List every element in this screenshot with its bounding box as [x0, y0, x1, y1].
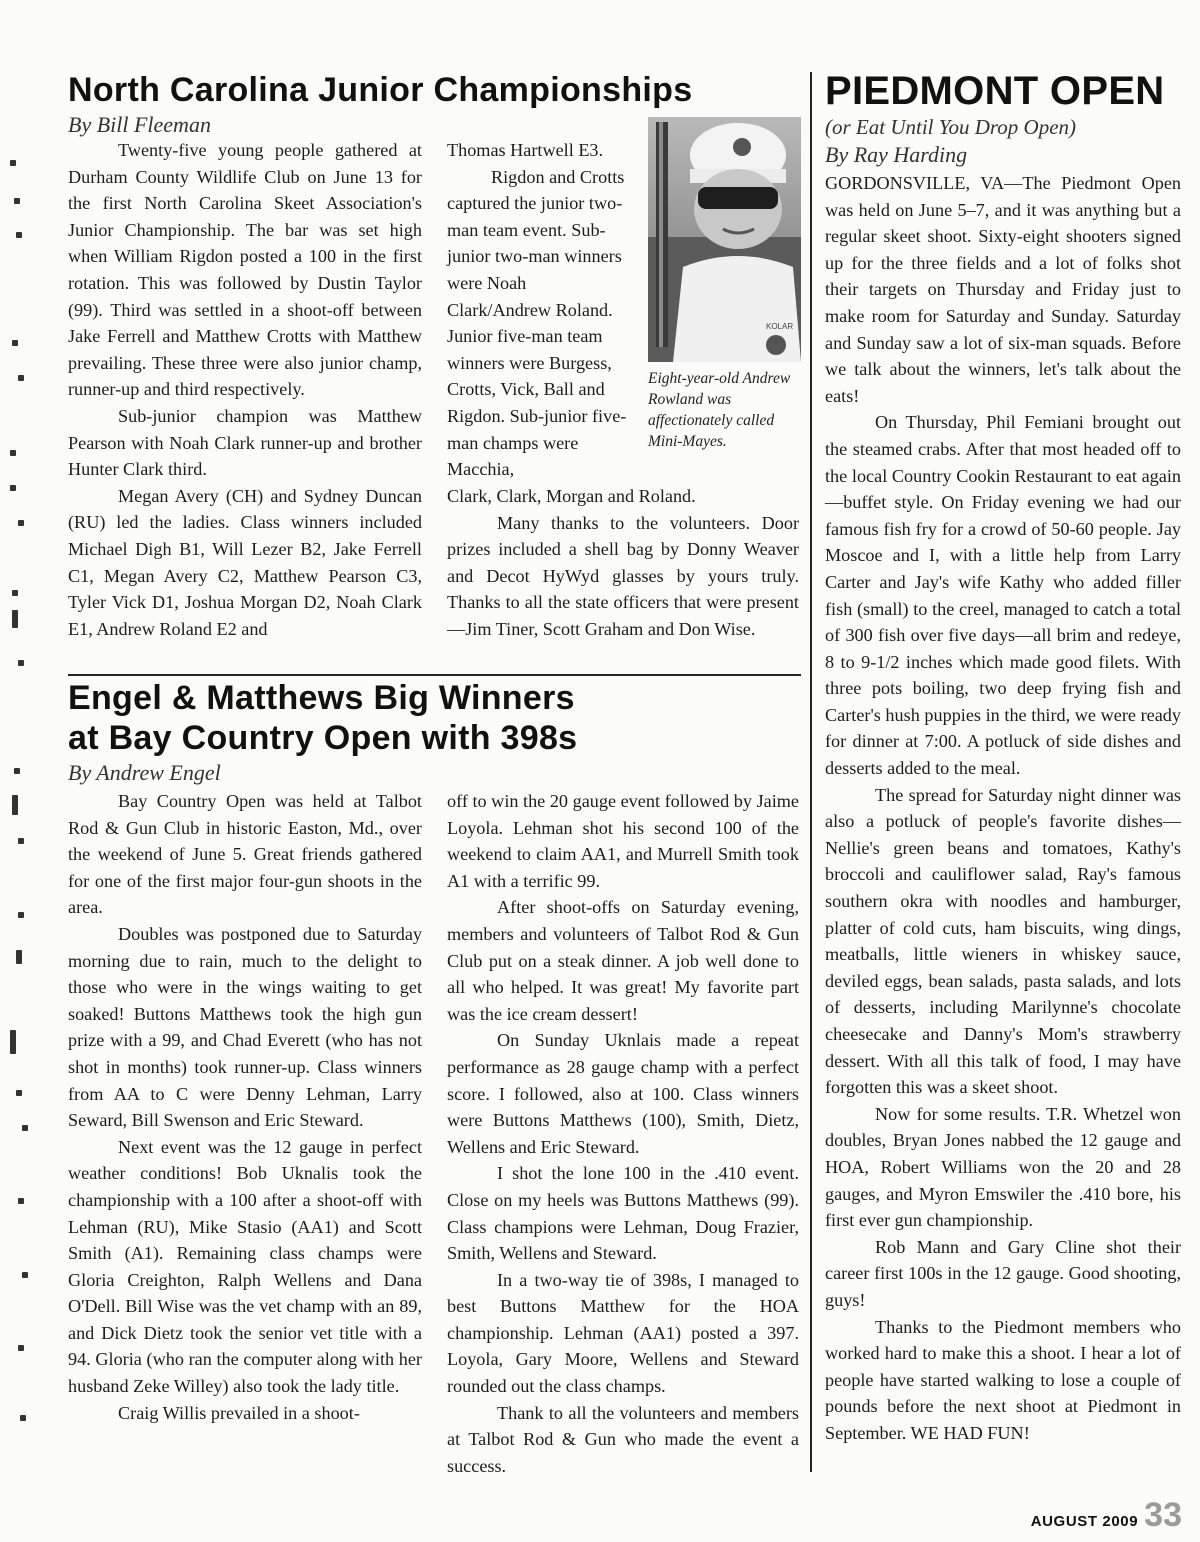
- bay-col1-para-3: Next event was the 12 gauge in perfect weather conditions! Bob Uknalis took the championship with a 100 after a shoot-off with Lehman (RU), Mike Stasio (AA1) and Scott Smith (A1). Remaining class champs were Gloria Creighton, Ralph Wellens and Dana O'Dell. Bill Wise was the vet champ with an 89, and Dick Dietz took the senior vet title with a 94. Gloria (who ran the computer along with her husband Zeke Willey) also took the lady title.: [68, 1136, 422, 1397]
- scan-mark: [18, 912, 24, 918]
- bay-col2-para-2: After shoot-offs on Saturday evening, members and volunteers of Talbot Rod & Gun Club put on a steak dinner. A job well done to all who helped. It was great! My favorite part was the ice cream dessert!: [447, 897, 799, 1024]
- piedmont-column: [825, 170, 1181, 1447]
- article-divider: [68, 674, 801, 676]
- nc-photo-caption: Eight-year-old Andrew Rowland was affectionately called Mini-Mayes.: [648, 370, 791, 450]
- nc-col1-para-2: Sub-junior champion was Matthew Pearson with Noah Clark runner-up and brother Hunter Clark third.: [68, 405, 422, 480]
- piedmont-para-5: Rob Mann and Gary Cline shot their career first 100s in the 12 gauge. Good shooting, guys!: [825, 1236, 1181, 1310]
- bay-col2-para-6: Thank to all the volunteers and members at Talbot Rod & Gun who made the event a success.: [447, 1402, 799, 1476]
- page-footer: [1031, 1496, 1182, 1535]
- scan-mark: [10, 160, 16, 166]
- nc-col2-para-3: Clark, Clark, Morgan and Roland.: [447, 486, 696, 506]
- bay-col2-para-3: On Sunday Uknlais made a repeat performance as 28 gauge champ with a perfect score. I followed, also at 100. Class winners were Buttons Matthews (100), Smith, Dietz, Wellens and Eric Steward.: [447, 1030, 799, 1157]
- piedmont-para-4: Now for some results. T.R. Whetzel won doubles, Bryan Jones nabbed the 12 gauge and HOA, Robert Williams won the 20 and 28 gauges, and Myron Emswiler the .410 bore, his first ever gun championship.: [825, 1103, 1181, 1231]
- nc-title: North Carolina Junior Championships: [68, 71, 693, 109]
- scan-mark: [18, 520, 24, 526]
- nc-byline: By Bill Fleeman: [68, 112, 211, 137]
- scan-mark: [12, 590, 18, 596]
- scan-mark: [16, 1090, 22, 1096]
- piedmont-byline: By Ray Harding: [825, 142, 968, 167]
- scan-mark: [22, 1125, 28, 1131]
- scan-mark: [14, 768, 20, 774]
- issue-date: AUGUST 2009: [1030, 1513, 1139, 1530]
- bay-column-1: [68, 788, 422, 1426]
- bay-col1-para-2: Doubles was postponed due to Saturday morning due to rain, much to the delight to those who were in the wings waiting to get soaked! Buttons Matthews took the high gun prize with a 99, and Chad Everett (who has not shot in months) took runner-up. Class winners from AA to C were Denny Lehman, Larry Seward, Bill Swenson and Eric Steward.: [68, 923, 422, 1131]
- scan-mark: [18, 1345, 24, 1351]
- scan-mark: [12, 340, 18, 346]
- scan-mark: [10, 450, 16, 456]
- boy-with-shotgun-photo: [648, 117, 801, 362]
- piedmont-title: PIEDMONT OPEN: [825, 69, 1165, 113]
- nc-column-2-narrow: [447, 137, 631, 483]
- column-divider: [810, 72, 812, 1472]
- nc-col1-para-1: Twenty-five young people gathered at Durham County Wildlife Club on June 13 for the first North Carolina Skeet Association's Junior Championship. The bar was set high when William Rigdon posted a 100 in the first rotation. This was followed by Dustin Taylor (99). Third was settled in a shoot-off between Jake Ferrell and Matthew Crotts with Matthew prevailing. These three were also junior champ, runner-up and third respectively.: [68, 140, 422, 400]
- nc-col1-para-3: Megan Avery (CH) and Sydney Duncan (RU) led the ladies. Class winners included Michael Digh B1, Will Lezer B2, Jake Ferrell C1, Megan Avery C2, Matthew Pearson C3, Tyler Vick D1, Joshua Morgan D2, Noah Clark E1, Andrew Roland E2 and: [68, 485, 422, 639]
- nc-col2-para-1: Thomas Hartwell E3.: [447, 140, 604, 160]
- bay-title-line-1: Engel & Matthews Big Winners: [68, 679, 575, 717]
- scan-mark: [12, 610, 18, 628]
- bay-col2-para-4: I shot the lone 100 in the .410 event. Close on my heels was Buttons Matthews (99). Class champions were Lehman, Doug Frazier, Smith, Wellens and Steward.: [447, 1163, 799, 1264]
- nc-column-1: [68, 137, 422, 642]
- piedmont-subtitle: (or Eat Until You Drop Open): [825, 115, 1077, 139]
- scan-mark: [10, 1030, 16, 1054]
- scan-mark: [14, 198, 20, 204]
- scan-mark: [16, 950, 22, 964]
- piedmont-para-2: On Thursday, Phil Femiani brought out the steamed crabs. After that most headed off to the local Country Cookin Restaurant to eat again—buffet style. On Friday evening we had our famous fish fry for a crowd of 50-60 people. Jay Moscoe and I, with a little help from Larry Carter and Jay's wife Kathy who added filler fish (small) to the creel, managed to catch a total of 300 fish over five days—all brim and redeye, 8 to 9-1/2 inches which made good filets. With three pots boiling, two deep frying fish and Carter's hush puppies in the third, we were ready for dinner at 7:00. A potluck of side dishes and desserts added to the meal.: [825, 412, 1181, 779]
- bay-col2-para-1: off to win the 20 gauge event followed by Jaime Loyola. Lehman shot his second 100 of the weekend to claim AA1, and Murrell Smith took A1 with a terrific 99.: [447, 791, 799, 891]
- shirt-logo-text: KOLAR: [766, 322, 794, 331]
- scan-mark: [22, 1272, 28, 1278]
- scan-mark: [18, 660, 24, 666]
- scan-mark: [18, 375, 24, 381]
- nc-column-2-wide: [447, 483, 799, 643]
- piedmont-para-6: Thanks to the Piedmont members who worked hard to make this a shoot. I hear a lot of people have started walking to lose a couple of pounds before the next shoot at Piedmont in September. WE HAD FUN!: [825, 1316, 1181, 1443]
- scan-mark: [20, 1415, 26, 1421]
- bay-col2-para-5: In a two-way tie of 398s, I managed to best Buttons Matthew for the HOA championship. Lehman (AA1) posted a 397. Loyola, Gary Moore, Wellens and Steward rounded out the class champs.: [447, 1269, 799, 1397]
- bay-title-line-2: at Bay Country Open with 398s: [68, 719, 578, 757]
- scan-mark: [12, 795, 18, 815]
- piedmont-para-3: The spread for Saturday night dinner was also a potluck of people's favorite dishes—Nellie's green beans and tomatoes, Kathy's broccoli and cauliflower salad, Ray's famous southern okra with noodles and hamburger, platter of cold cuts, ham biscuits, wing dings, meatballs, little wieners in whiskey sauce, deviled eggs, bean salads, pasta salads, and lots of desserts, including Marilynne's chocolate cheesecake and Danny's Mom's strawberry dessert. With all this talk of food, I may have forgotten this was a skeet shoot.: [825, 784, 1181, 1098]
- bay-col1-para-4: Craig Willis prevailed in a shoot-: [118, 1402, 360, 1423]
- bay-byline: By Andrew Engel: [68, 760, 221, 785]
- scan-mark: [16, 232, 22, 238]
- bay-col1-para-1: Bay Country Open was held at Talbot Rod & Gun Club in historic Easton, Md., over the weekend of June 5. Great friends gathered for one of the first major four-gun shoots in the area.: [68, 791, 422, 918]
- scan-mark: [10, 485, 16, 491]
- scan-mark: [18, 1198, 24, 1204]
- piedmont-para-1: GORDONSVILLE, VA—The Piedmont Open was held on June 5–7, and it was anything but a regular skeet shoot. Sixty-eight shooters signed up for the three fields and a lot of folks shot their targets on Thursday and Friday just to make room for Saturday and Sunday. Saturday and Sunday saw a lot of six-man squads. Before we talk about the winners, let's talk about the eats!: [825, 173, 1181, 406]
- bay-column-2: [447, 788, 799, 1479]
- nc-col2-para-2: Rigdon and Crotts captured the junior two-man team event. Sub-junior two-man winners were Noah Clark/Andrew Roland. Junior five-man team winners were Burgess, Crotts, Vick, Ball and Rigdon. Sub-junior five-man champs were Macchia,: [447, 166, 627, 480]
- nc-photo: [648, 117, 801, 362]
- scan-mark: [18, 838, 24, 844]
- page-number: 33: [1144, 1496, 1182, 1534]
- nc-col2-para-4: Many thanks to the volunteers. Door prizes included a shell bag by Donny Weaver and Decot HyWyd glasses by yours truly. Thanks to all the state officers that were present—Jim Tiner, Scott Graham and Don Wise.: [447, 512, 799, 639]
